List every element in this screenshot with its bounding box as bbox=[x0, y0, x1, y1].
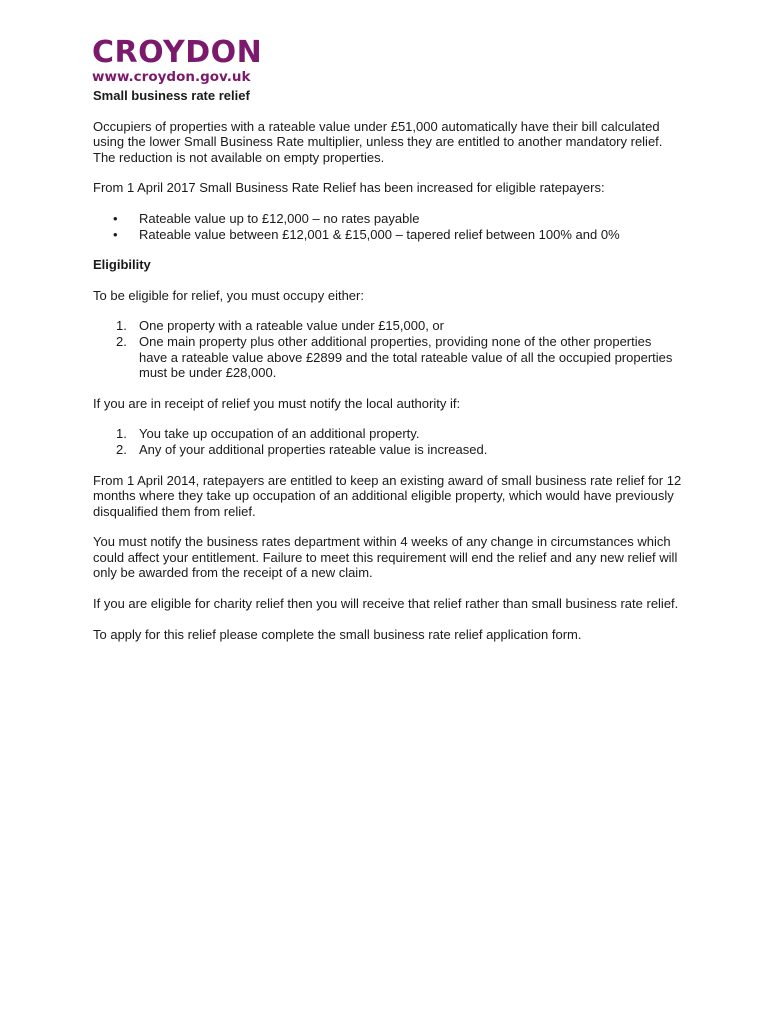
paragraph-eligible: To be eligible for relief, you must occupy either: bbox=[93, 287, 364, 303]
paragraph-charity: If you are eligible for charity relief then you will receive that relief rather than small business rate relief. bbox=[93, 596, 679, 612]
document-body bbox=[93, 88, 683, 642]
list-number: 1. bbox=[116, 318, 127, 334]
list-item-text: One main property plus other additional properties, providing none of the other properties have a rateable value above £2899 and the total rateable value of all the occupied properties must be under £28,000. bbox=[139, 333, 673, 381]
logo-url: www.croydon.gov.uk bbox=[92, 69, 251, 85]
paragraph-intro: Occupiers of properties with a rateable value under £51,000 automatically have their bill calculated using the lower Small Business Rate multiplier, unless they are entitled to another mandatory relief. The reduction is not available on empty properties. bbox=[93, 118, 663, 165]
eligibility-heading: Eligibility bbox=[93, 257, 151, 273]
list-item-text: You take up occupation of an additional property. bbox=[139, 426, 420, 442]
list-item bbox=[93, 426, 683, 442]
list-item bbox=[93, 318, 683, 334]
list-item-text: Any of your additional properties rateable value is increased. bbox=[139, 441, 488, 457]
paragraph-2014: From 1 April 2014, ratepayers are entitled to keep an existing award of small business rate relief for 12 months where they take up occupation of an additional eligible property, which would have previously disqualified them from relief. bbox=[93, 472, 682, 519]
bullet-item: • Rateable value up to £12,000 – no rates payable bbox=[93, 211, 683, 227]
croydon-logo bbox=[92, 35, 263, 85]
numbered-list-eligibility bbox=[93, 318, 683, 380]
bullet-list-relief bbox=[93, 211, 683, 242]
bullet-item: • Rateable value between £12,001 & £15,000 – tapered relief between 100% and 0% bbox=[93, 227, 683, 243]
paragraph-apply: To apply for this relief please complete the small business rate relief application form. bbox=[93, 626, 582, 642]
document-title: Small business rate relief bbox=[93, 88, 250, 103]
paragraph-increase: From 1 April 2017 Small Business Rate Relief has been increased for eligible ratepayers: bbox=[93, 180, 605, 196]
list-number: 2. bbox=[116, 333, 127, 349]
list-item bbox=[93, 334, 683, 381]
list-item-text: One property with a rateable value under £15,000, or bbox=[139, 318, 444, 334]
list-number: 1. bbox=[116, 426, 127, 442]
numbered-list-notify bbox=[93, 426, 683, 457]
paragraph-notify: If you are in receipt of relief you must notify the local authority if: bbox=[93, 395, 461, 411]
list-item bbox=[93, 442, 683, 458]
paragraph-notify-weeks: You must notify the business rates department within 4 weeks of any change in circumstances which could affect your entitlement. Failure to meet this requirement will end the relief and any new relief will only be awarded from the receipt of a new claim. bbox=[93, 534, 678, 581]
logo-wordmark: CROYDON bbox=[92, 35, 263, 70]
list-number: 2. bbox=[116, 441, 127, 457]
